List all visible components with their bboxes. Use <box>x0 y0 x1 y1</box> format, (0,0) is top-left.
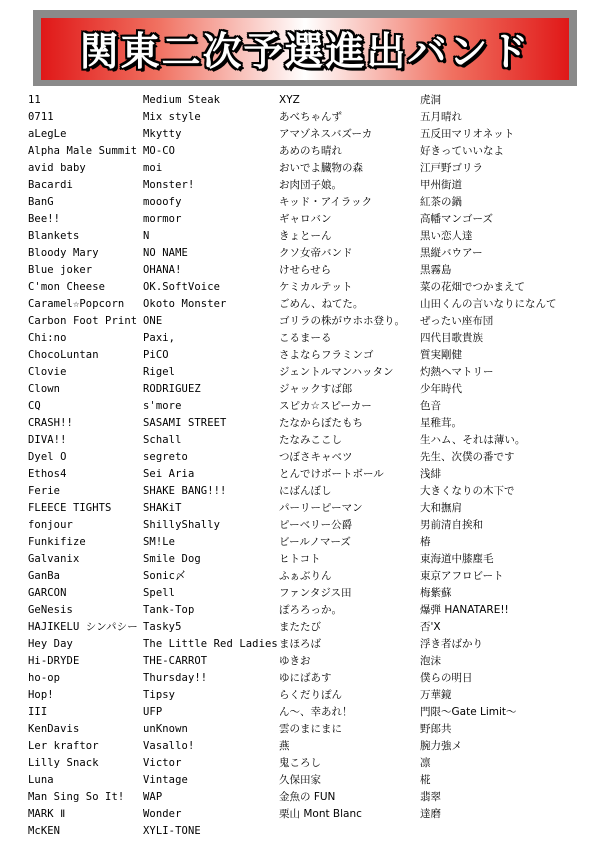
band-name: KenDavis <box>28 723 80 735</box>
band-name: Bee!! <box>28 213 61 225</box>
band-name: Wonder <box>143 808 182 820</box>
band-name: 五月晴れ <box>420 111 462 123</box>
band-name: Clovie <box>28 366 67 378</box>
band-name: 大和撫肩 <box>420 502 462 514</box>
band-name: Vasallo! <box>143 740 195 752</box>
band-name: GanBa <box>28 570 61 582</box>
page-title: 関東二次予選進出バンド <box>79 30 531 75</box>
band-name: Paxi, <box>143 332 176 344</box>
band-name: McKEN <box>28 825 61 837</box>
band-name: III <box>28 706 48 718</box>
band-name: The Little Red Ladies <box>143 638 278 650</box>
band-name: Okoto Monster <box>143 298 227 310</box>
band-name: Hop! <box>28 689 54 701</box>
band-name: 星稚茸。 <box>420 417 462 429</box>
band-name: 黒い恋人達 <box>420 230 473 242</box>
band-name: 山田くんの言いなりになんて <box>420 298 557 310</box>
band-name: Ferie <box>28 485 61 497</box>
band-name: またたび <box>279 621 321 633</box>
band-name: 黒縦バウアー <box>420 247 483 259</box>
band-name: 東海道中膝塵毛 <box>420 553 494 565</box>
band-name: 爆弾 HANATARE!! <box>420 604 509 616</box>
band-column-4 <box>420 92 557 823</box>
band-name: Mix style <box>143 111 201 123</box>
band-name: fonjour <box>28 519 73 531</box>
band-name: 久保田家 <box>279 774 321 786</box>
band-name: MARK Ⅱ <box>28 808 66 820</box>
band-name: ジャックすば郎 <box>279 383 353 395</box>
band-name: あめのち晴れ <box>279 145 342 157</box>
band-name: Tank-Top <box>143 604 195 616</box>
band-name: avid baby <box>28 162 86 174</box>
band-name: 泡沫 <box>420 655 441 667</box>
band-name: PiCO <box>143 349 169 361</box>
band-name: Tasky5 <box>143 621 182 633</box>
band-name: Vintage <box>143 774 188 786</box>
band-name: ファンタジス田 <box>279 587 352 599</box>
band-name: 万華鏡 <box>420 689 452 701</box>
band-name: XYLI-TONE <box>143 825 201 837</box>
band-name: お肉団子娘。 <box>279 179 342 191</box>
band-name: Dyel O <box>28 451 67 463</box>
band-name: 高幡マンゴーズ <box>420 213 493 225</box>
band-name: Spell <box>143 587 176 599</box>
band-column-3 <box>279 92 405 823</box>
band-name: SHAKE BANG!!! <box>143 485 227 497</box>
band-name: Alpha Male Summit <box>28 145 138 157</box>
band-name: WAP <box>143 791 163 803</box>
band-name: 雲のまにまに <box>279 723 342 735</box>
band-name: アマゾネスバズーカ <box>279 128 373 140</box>
band-name: 虎洞 <box>420 94 441 106</box>
band-name: Bloody Mary <box>28 247 99 259</box>
band-name: THE-CARROT <box>143 655 208 667</box>
band-name: にばんぼし <box>279 485 332 497</box>
band-name: Medium Steak <box>143 94 221 106</box>
band-name: 椛 <box>420 774 431 786</box>
band-name: Sei Aria <box>143 468 195 480</box>
band-name: DIVA!! <box>28 434 67 446</box>
band-name: ヒトコト <box>279 553 321 565</box>
band-name: 質実剛健 <box>420 349 462 361</box>
band-name: 江戸野ゴリラ <box>420 162 483 174</box>
band-name: CRASH!! <box>28 417 73 429</box>
band-name: UFP <box>143 706 163 718</box>
band-name: aLegLe <box>28 128 67 140</box>
band-name: まほろば <box>279 638 321 650</box>
band-name: OHANA! <box>143 264 182 276</box>
band-name: ShillyShally <box>143 519 221 531</box>
band-name: おいでよ臓物の森 <box>279 162 363 174</box>
band-name: 梅紫蘇 <box>420 587 452 599</box>
band-name: C'mon Cheese <box>28 281 106 293</box>
band-name: 色音 <box>420 400 441 412</box>
band-name: きょとーん <box>279 230 332 242</box>
band-name: HAJIKELU シンパシー <box>28 621 138 633</box>
band-name: BanG <box>28 196 54 208</box>
band-name: ONE <box>143 315 163 327</box>
band-name: ho-op <box>28 672 61 684</box>
band-name: 紅茶の鍋 <box>420 196 462 208</box>
band-name: らくだりぽん <box>279 689 342 701</box>
band-name: MO-CO <box>143 145 176 157</box>
band-name: Mkytty <box>143 128 182 140</box>
band-name: ふぁぶりん <box>279 570 332 582</box>
band-name: Bacardi <box>28 179 73 191</box>
band-name: 灼熱ヘマトリー <box>420 366 494 378</box>
band-name: Hey Day <box>28 638 73 650</box>
band-name: OK.SoftVoice <box>143 281 221 293</box>
band-name: Ler kraftor <box>28 740 99 752</box>
band-name: Blue joker <box>28 264 93 276</box>
band-name: 少年時代 <box>420 383 462 395</box>
band-name: Funkifize <box>28 536 86 548</box>
band-name: SASAMI STREET <box>143 417 227 429</box>
band-name: Galvanix <box>28 553 80 565</box>
band-name: GeNesis <box>28 604 73 616</box>
band-name: SHAKiT <box>143 502 182 514</box>
band-name: 腕力強メ <box>420 740 462 752</box>
band-name: Sonic〆 <box>143 570 186 582</box>
band-name: 凛 <box>420 757 431 769</box>
band-column-2 <box>143 92 278 840</box>
band-name: ぜったい座布団 <box>420 315 494 327</box>
band-name: Rigel <box>143 366 176 378</box>
band-name: 鬼ころし <box>279 757 321 769</box>
band-name: Tipsy <box>143 689 176 701</box>
band-name: 野郎共 <box>420 723 452 735</box>
band-name: 翡翠 <box>420 791 441 803</box>
band-name: ケミカルテット <box>279 281 353 293</box>
band-name: Carbon Foot Print <box>28 315 138 327</box>
band-name: unKnown <box>143 723 188 735</box>
band-name: ゆにばあす <box>279 672 332 684</box>
band-name: moi <box>143 162 163 174</box>
band-name: 燕 <box>279 740 290 752</box>
band-name: 浮き者ばかり <box>420 638 483 650</box>
band-name: segreto <box>143 451 188 463</box>
band-name: 栗山 Mont Blanc <box>279 808 362 820</box>
band-name: s'more <box>143 400 182 412</box>
band-name: Monster! <box>143 179 195 191</box>
band-name: 東京アフロビート <box>420 570 504 582</box>
band-name: 好きっていいなよ <box>420 145 504 157</box>
band-name: とんでけボートボール <box>279 468 384 480</box>
band-name: 黒霧島 <box>420 264 452 276</box>
band-name: けせらせら <box>279 264 332 276</box>
band-name: 僕らの明日 <box>420 672 473 684</box>
band-name: CQ <box>28 400 41 412</box>
band-name: さよならフラミンゴ <box>279 349 374 361</box>
band-name: パーリーピーマン <box>279 502 363 514</box>
band-name: ChocoLuntan <box>28 349 99 361</box>
band-name: こるまーる <box>279 332 332 344</box>
band-name: GARCON <box>28 587 67 599</box>
band-name: 生ハム、それは薄い。 <box>420 434 526 446</box>
band-name: 四代目歌貴族 <box>420 332 483 344</box>
band-name: Blankets <box>28 230 80 242</box>
band-name: 0711 <box>28 111 54 123</box>
band-name: 大きくなりの木下で <box>420 485 515 497</box>
band-name: NO NAME <box>143 247 188 259</box>
band-name: ゆきお <box>279 655 311 667</box>
band-name: Caramel☆Popcorn <box>28 298 125 310</box>
title-banner <box>41 18 569 80</box>
band-name: たなからぼたもち <box>279 417 363 429</box>
band-name: 五反田マリオネット <box>420 128 515 140</box>
band-name: ビールノマーズ <box>279 536 351 548</box>
band-name: 男前清自挨和 <box>420 519 483 531</box>
band-name: ごめん、ねてた。 <box>279 298 364 310</box>
band-name: 菜の花畑でつかまえて <box>420 281 525 293</box>
band-name: RODRIGUEZ <box>143 383 201 395</box>
band-name: Chi:no <box>28 332 67 344</box>
band-name: スピカ☆スピーカー <box>279 400 372 412</box>
band-name: FLEECE TIGHTS <box>28 502 112 514</box>
band-name: 金魚の FUN <box>279 791 336 803</box>
band-name: Luna <box>28 774 54 786</box>
band-name: Victor <box>143 757 182 769</box>
band-name: Clown <box>28 383 61 395</box>
band-name: Thursday!! <box>143 672 208 684</box>
band-name: ん〜、幸あれ！ <box>279 706 353 718</box>
band-name: ぽろろっか。 <box>279 604 342 616</box>
band-name: キッド・アイラック <box>279 196 373 208</box>
band-name: クソ女帝バンド <box>279 247 353 259</box>
band-name: Schall <box>143 434 182 446</box>
band-name: Lilly Snack <box>28 757 99 769</box>
band-name: ゴリラの株がウホホ登り。 <box>279 315 405 327</box>
band-name: 椿 <box>420 536 431 548</box>
band-name: XYZ <box>279 94 300 106</box>
band-name: 達磨 <box>420 808 441 820</box>
band-name: SM!Le <box>143 536 176 548</box>
band-name: Ethos4 <box>28 468 67 480</box>
band-name: 先生、次僕の番です <box>420 451 515 463</box>
band-name: つぼさキャベツ <box>279 451 353 463</box>
band-column-1 <box>28 92 138 840</box>
band-name: 門限～Gate Limit～ <box>420 706 517 718</box>
band-name: 甲州街道 <box>420 179 462 191</box>
band-name: mooofy <box>143 196 182 208</box>
band-name: Hi-DRYDE <box>28 655 80 667</box>
band-name: 11 <box>28 94 41 106</box>
band-name: N <box>143 230 150 242</box>
band-name: 浅緋 <box>420 468 441 480</box>
band-name: ジェントルマンハッタン <box>279 366 394 378</box>
band-name: 否'X <box>420 621 441 633</box>
band-name: Smile Dog <box>143 553 201 565</box>
band-name: あべちゃんず <box>279 111 342 123</box>
band-name: mormor <box>143 213 182 225</box>
band-name: ギャロバン <box>279 213 332 225</box>
band-name: Man Sing So It! <box>28 791 125 803</box>
band-name: ピーベリー公爵 <box>279 519 353 531</box>
band-name: たなみここし <box>279 434 342 446</box>
